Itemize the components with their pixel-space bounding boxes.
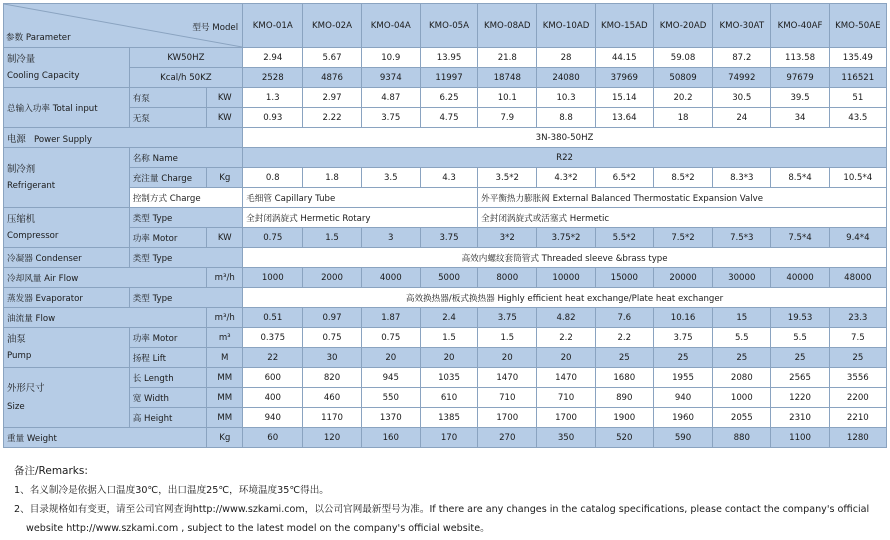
table-cell: 15.14 [595,88,653,108]
weight-label: 重量 Weight [4,428,207,448]
table-cell: 880 [713,428,771,448]
table-cell: 2.4 [420,308,477,328]
length-label: 长 Length [129,368,207,388]
unit-cell: m³/h [207,268,243,288]
unit-cell: MM [207,368,243,388]
model-header: KMO-02A [303,4,361,48]
table-cell: 5.5*2 [595,228,653,248]
table-cell: 7.5*3 [713,228,771,248]
control-right-value: 外平衡热力膨胀阀 External Balanced Thermostatic Expansion Valve [478,188,887,208]
table-cell: 0.51 [243,308,303,328]
table-cell: 1370 [361,408,420,428]
table-cell: 1900 [595,408,653,428]
table-cell: 1000 [713,388,771,408]
table-cell: 97679 [771,68,829,88]
table-cell: 1385 [420,408,477,428]
remark-line-3: website http://www.szkami.com , subject to the latest model on the company's official website。 [26,523,490,534]
cooling-kcal-row [4,68,887,88]
table-cell: 25 [595,348,653,368]
table-cell: 120 [303,428,361,448]
table-cell: 20000 [653,268,712,288]
pump-lift-label: 扬程 Lift [129,348,207,368]
model-header: KMO-15AD [595,4,653,48]
table-cell: 4.82 [537,308,595,328]
evaporator-label: 蒸发器 Evaporator [4,288,130,308]
header-corner [4,4,243,48]
table-cell: 610 [420,388,477,408]
table-cell: 21.8 [478,48,537,68]
table-cell: 37969 [595,68,653,88]
table-cell: 2.2 [537,328,595,348]
table-cell: 2310 [771,408,829,428]
table-cell: 5.5 [771,328,829,348]
table-cell: 10000 [537,268,595,288]
table-cell: 0.8 [243,168,303,188]
table-cell: 1280 [829,428,886,448]
table-cell: 1.5 [478,328,537,348]
cooling-unit-kcal: Kcal/h 50KZ [129,68,242,88]
table-cell: 5.67 [303,48,361,68]
table-cell: 87.2 [713,48,771,68]
header-row [4,4,887,48]
compressor-power-row [4,228,887,248]
table-cell: 1700 [478,408,537,428]
table-cell: 10.5*4 [829,168,886,188]
cooling-kw-row [4,48,887,68]
height-label: 高 Height [129,408,207,428]
pump-power-label: 功率 Motor [129,328,207,348]
table-cell: 2055 [713,408,771,428]
table-cell: 18748 [478,68,537,88]
refrigerant-name-row [4,148,887,168]
airflow-label: 冷却风量 Air Flow [4,268,207,288]
table-cell: 1470 [537,368,595,388]
table-cell: 3556 [829,368,886,388]
table-cell: 1955 [653,368,712,388]
compressor-type-row [4,208,887,228]
table-cell: 44.15 [595,48,653,68]
pump-label: 油泵 Pump [4,328,130,368]
table-cell: 0.75 [303,328,361,348]
table-cell: 820 [303,368,361,388]
unit-cell: MM [207,388,243,408]
control-label: 控制方式 Charge [129,188,242,208]
evaporator-type-label: 类型 Type [129,288,242,308]
table-cell: 6.5*2 [595,168,653,188]
unit-cell: m³ [207,328,243,348]
unit-cell: Kg [207,168,243,188]
without-pump-label: 无泵 [129,108,207,128]
table-cell: 13.95 [420,48,477,68]
table-cell: 1960 [653,408,712,428]
table-cell: 48000 [829,268,886,288]
table-cell: 3.5 [361,168,420,188]
table-cell: 1470 [478,368,537,388]
table-cell: 24080 [537,68,595,88]
pump-lift-row [4,348,887,368]
table-cell: 10.9 [361,48,420,68]
table-cell: 24 [713,108,771,128]
refrigerant-name-value: R22 [243,148,887,168]
unit-cell: KW [207,88,243,108]
compressor-type-label: 类型 Type [129,208,242,228]
table-cell: 1.5 [420,328,477,348]
unit-cell: m³/h [207,308,243,328]
remark-line-1: 1、名义制冷是依据入口温度30℃，出口温度25℃，环境温度35℃得出。 [14,485,329,496]
table-cell: 25 [653,348,712,368]
table-cell: 50809 [653,68,712,88]
with-pump-label: 有泵 [129,88,207,108]
table-cell: 3*2 [478,228,537,248]
table-cell: 18 [653,108,712,128]
unit-cell: M [207,348,243,368]
table-cell: 1.3 [243,88,303,108]
table-cell: 0.93 [243,108,303,128]
table-cell: 350 [537,428,595,448]
size-width-row [4,388,887,408]
model-header: KMO-50AE [829,4,886,48]
table-cell: 30.5 [713,88,771,108]
model-header: KMO-30AT [713,4,771,48]
table-cell: 60 [243,428,303,448]
table-cell: 945 [361,368,420,388]
table-cell: 3 [361,228,420,248]
table-cell: 2.2 [595,328,653,348]
table-cell: 20 [420,348,477,368]
table-cell: 5000 [420,268,477,288]
table-cell: 116521 [829,68,886,88]
table-cell: 20 [478,348,537,368]
table-cell: 15000 [595,268,653,288]
unit-cell: KW [207,228,243,248]
table-cell: 520 [595,428,653,448]
table-cell: 22 [243,348,303,368]
table-cell: 7.5*2 [653,228,712,248]
table-cell: 10.1 [478,88,537,108]
remarks-title: 备注/Remarks: [14,465,88,477]
oil-flow-row [4,308,887,328]
condenser-label: 冷凝器 Condenser [4,248,130,268]
cooling-label: 制冷量 Cooling Capacity [4,48,130,88]
airflow-row [4,268,887,288]
table-cell: 30000 [713,268,771,288]
cooling-unit-kw: KW50HZ [129,48,242,68]
compressor-power-label: 功率 Motor [129,228,207,248]
table-cell: 74992 [713,68,771,88]
table-cell: 135.49 [829,48,886,68]
unit-cell: Kg [207,428,243,448]
condenser-value: 高效内螺纹套筒管式 Threaded sleeve &brass type [243,248,887,268]
table-cell: 3.75 [478,308,537,328]
table-cell: 3.5*2 [478,168,537,188]
table-cell: 890 [595,388,653,408]
table-cell: 1220 [771,388,829,408]
table-cell: 25 [713,348,771,368]
table-cell: 34 [771,108,829,128]
power-supply-row [4,128,887,148]
table-cell: 2210 [829,408,886,428]
size-height-row [4,408,887,428]
table-cell: 4000 [361,268,420,288]
condenser-type-label: 类型 Type [129,248,242,268]
evaporator-value: 高效换热器/板式换热器 Highly efficient heat exchange/Plate heat exchanger [243,288,887,308]
table-cell: 113.58 [771,48,829,68]
table-cell: 1000 [243,268,303,288]
table-cell: 7.5 [829,328,886,348]
size-label: 外形尺寸 Size [4,368,130,428]
pump-power-row [4,328,887,348]
table-cell: 10.3 [537,88,595,108]
table-cell: 6.25 [420,88,477,108]
condenser-row [4,248,887,268]
table-cell: 8.5*2 [653,168,712,188]
table-cell: 460 [303,388,361,408]
table-cell: 19.53 [771,308,829,328]
table-cell: 28 [537,48,595,68]
table-cell: 40000 [771,268,829,288]
table-cell: 2.97 [303,88,361,108]
table-cell: 39.5 [771,88,829,108]
table-cell: 4.3 [420,168,477,188]
refrigerant-name-label: 名称 Name [129,148,242,168]
refrigerant-label: 制冷剂 Refrigerant [4,148,130,208]
table-cell: 2080 [713,368,771,388]
table-cell: 25 [771,348,829,368]
table-cell: 1.5 [303,228,361,248]
table-cell: 20 [361,348,420,368]
table-cell: 5.5 [713,328,771,348]
table-cell: 0.97 [303,308,361,328]
table-cell: 710 [537,388,595,408]
table-cell: 23.3 [829,308,886,328]
spec-table [3,3,887,448]
compressor-label: 压缩机 Compressor [4,208,130,248]
evaporator-row [4,288,887,308]
table-cell: 13.64 [595,108,653,128]
refrigerant-charge-row [4,168,887,188]
model-header: KMO-05A [420,4,477,48]
table-cell: 9.4*4 [829,228,886,248]
width-label: 宽 Width [129,388,207,408]
table-cell: 0.75 [361,328,420,348]
model-label: 型号 Model [192,23,239,33]
table-cell: 8000 [478,268,537,288]
table-cell: 7.9 [478,108,537,128]
table-cell: 600 [243,368,303,388]
input-label: 总输入功率 Total input [4,88,130,128]
table-cell: 2.22 [303,108,361,128]
table-cell: 11997 [420,68,477,88]
table-cell: 2200 [829,388,886,408]
table-cell: 7.6 [595,308,653,328]
compressor-type-right: 全封闭涡旋式或活塞式 Hermetic [478,208,887,228]
table-cell: 30 [303,348,361,368]
table-cell: 20 [537,348,595,368]
table-cell: 3.75*2 [537,228,595,248]
table-cell: 43.5 [829,108,886,128]
model-header: KMO-04A [361,4,420,48]
table-cell: 1170 [303,408,361,428]
table-cell: 10.16 [653,308,712,328]
table-cell: 940 [653,388,712,408]
table-cell: 59.08 [653,48,712,68]
model-header: KMO-40AF [771,4,829,48]
model-header: KMO-01A [243,4,303,48]
table-cell: 1700 [537,408,595,428]
table-cell: 7.5*4 [771,228,829,248]
table-cell: 710 [478,388,537,408]
table-cell: 4.3*2 [537,168,595,188]
power-supply-label: 电源 Power Supply [4,128,243,148]
table-cell: 9374 [361,68,420,88]
unit-cell: KW [207,108,243,128]
control-left-value: 毛细管 Capillary Tube [243,188,478,208]
table-cell: 8.3*3 [713,168,771,188]
table-cell: 2000 [303,268,361,288]
table-cell: 1.87 [361,308,420,328]
table-cell: 2565 [771,368,829,388]
table-cell: 15 [713,308,771,328]
table-cell: 25 [829,348,886,368]
table-cell: 160 [361,428,420,448]
model-header: KMO-10AD [537,4,595,48]
table-cell: 2.94 [243,48,303,68]
table-cell: 2528 [243,68,303,88]
table-cell: 0.75 [243,228,303,248]
table-cell: 940 [243,408,303,428]
table-cell: 3.75 [361,108,420,128]
table-cell: 1680 [595,368,653,388]
table-cell: 400 [243,388,303,408]
table-cell: 3.75 [653,328,712,348]
remark-line-2: 2、目录规格如有变更，请至公司官网查询http://www.szkami.com，以公司官网最新型号为准。If there are any changes in the catalog specifications, please contact the company's official [14,504,870,515]
table-cell: 4876 [303,68,361,88]
table-cell: 1035 [420,368,477,388]
compressor-type-left: 全封闭涡旋式 Hermetic Rotary [243,208,478,228]
power-supply-value: 3N-380-50HZ [243,128,887,148]
unit-cell: MM [207,408,243,428]
table-cell: 4.75 [420,108,477,128]
model-header: KMO-08AD [478,4,537,48]
oil-flow-label: 油流量 Flow [4,308,207,328]
table-cell: 1100 [771,428,829,448]
table-cell: 3.75 [420,228,477,248]
param-label: 参数 Parameter [6,33,71,43]
table-cell: 4.87 [361,88,420,108]
input-with-pump-row [4,88,887,108]
table-cell: 270 [478,428,537,448]
table-cell: 8.8 [537,108,595,128]
remarks-section [14,462,884,538]
table-cell: 51 [829,88,886,108]
table-cell: 8.5*4 [771,168,829,188]
table-cell: 590 [653,428,712,448]
table-cell: 0.375 [243,328,303,348]
table-cell: 170 [420,428,477,448]
table-cell: 20.2 [653,88,712,108]
weight-row [4,428,887,448]
table-cell: 1.8 [303,168,361,188]
size-length-row [4,368,887,388]
refrigerant-control-row [4,188,887,208]
model-header: KMO-20AD [653,4,712,48]
input-without-pump-row [4,108,887,128]
table-cell: 550 [361,388,420,408]
charge-label: 充注量 Charge [129,168,207,188]
